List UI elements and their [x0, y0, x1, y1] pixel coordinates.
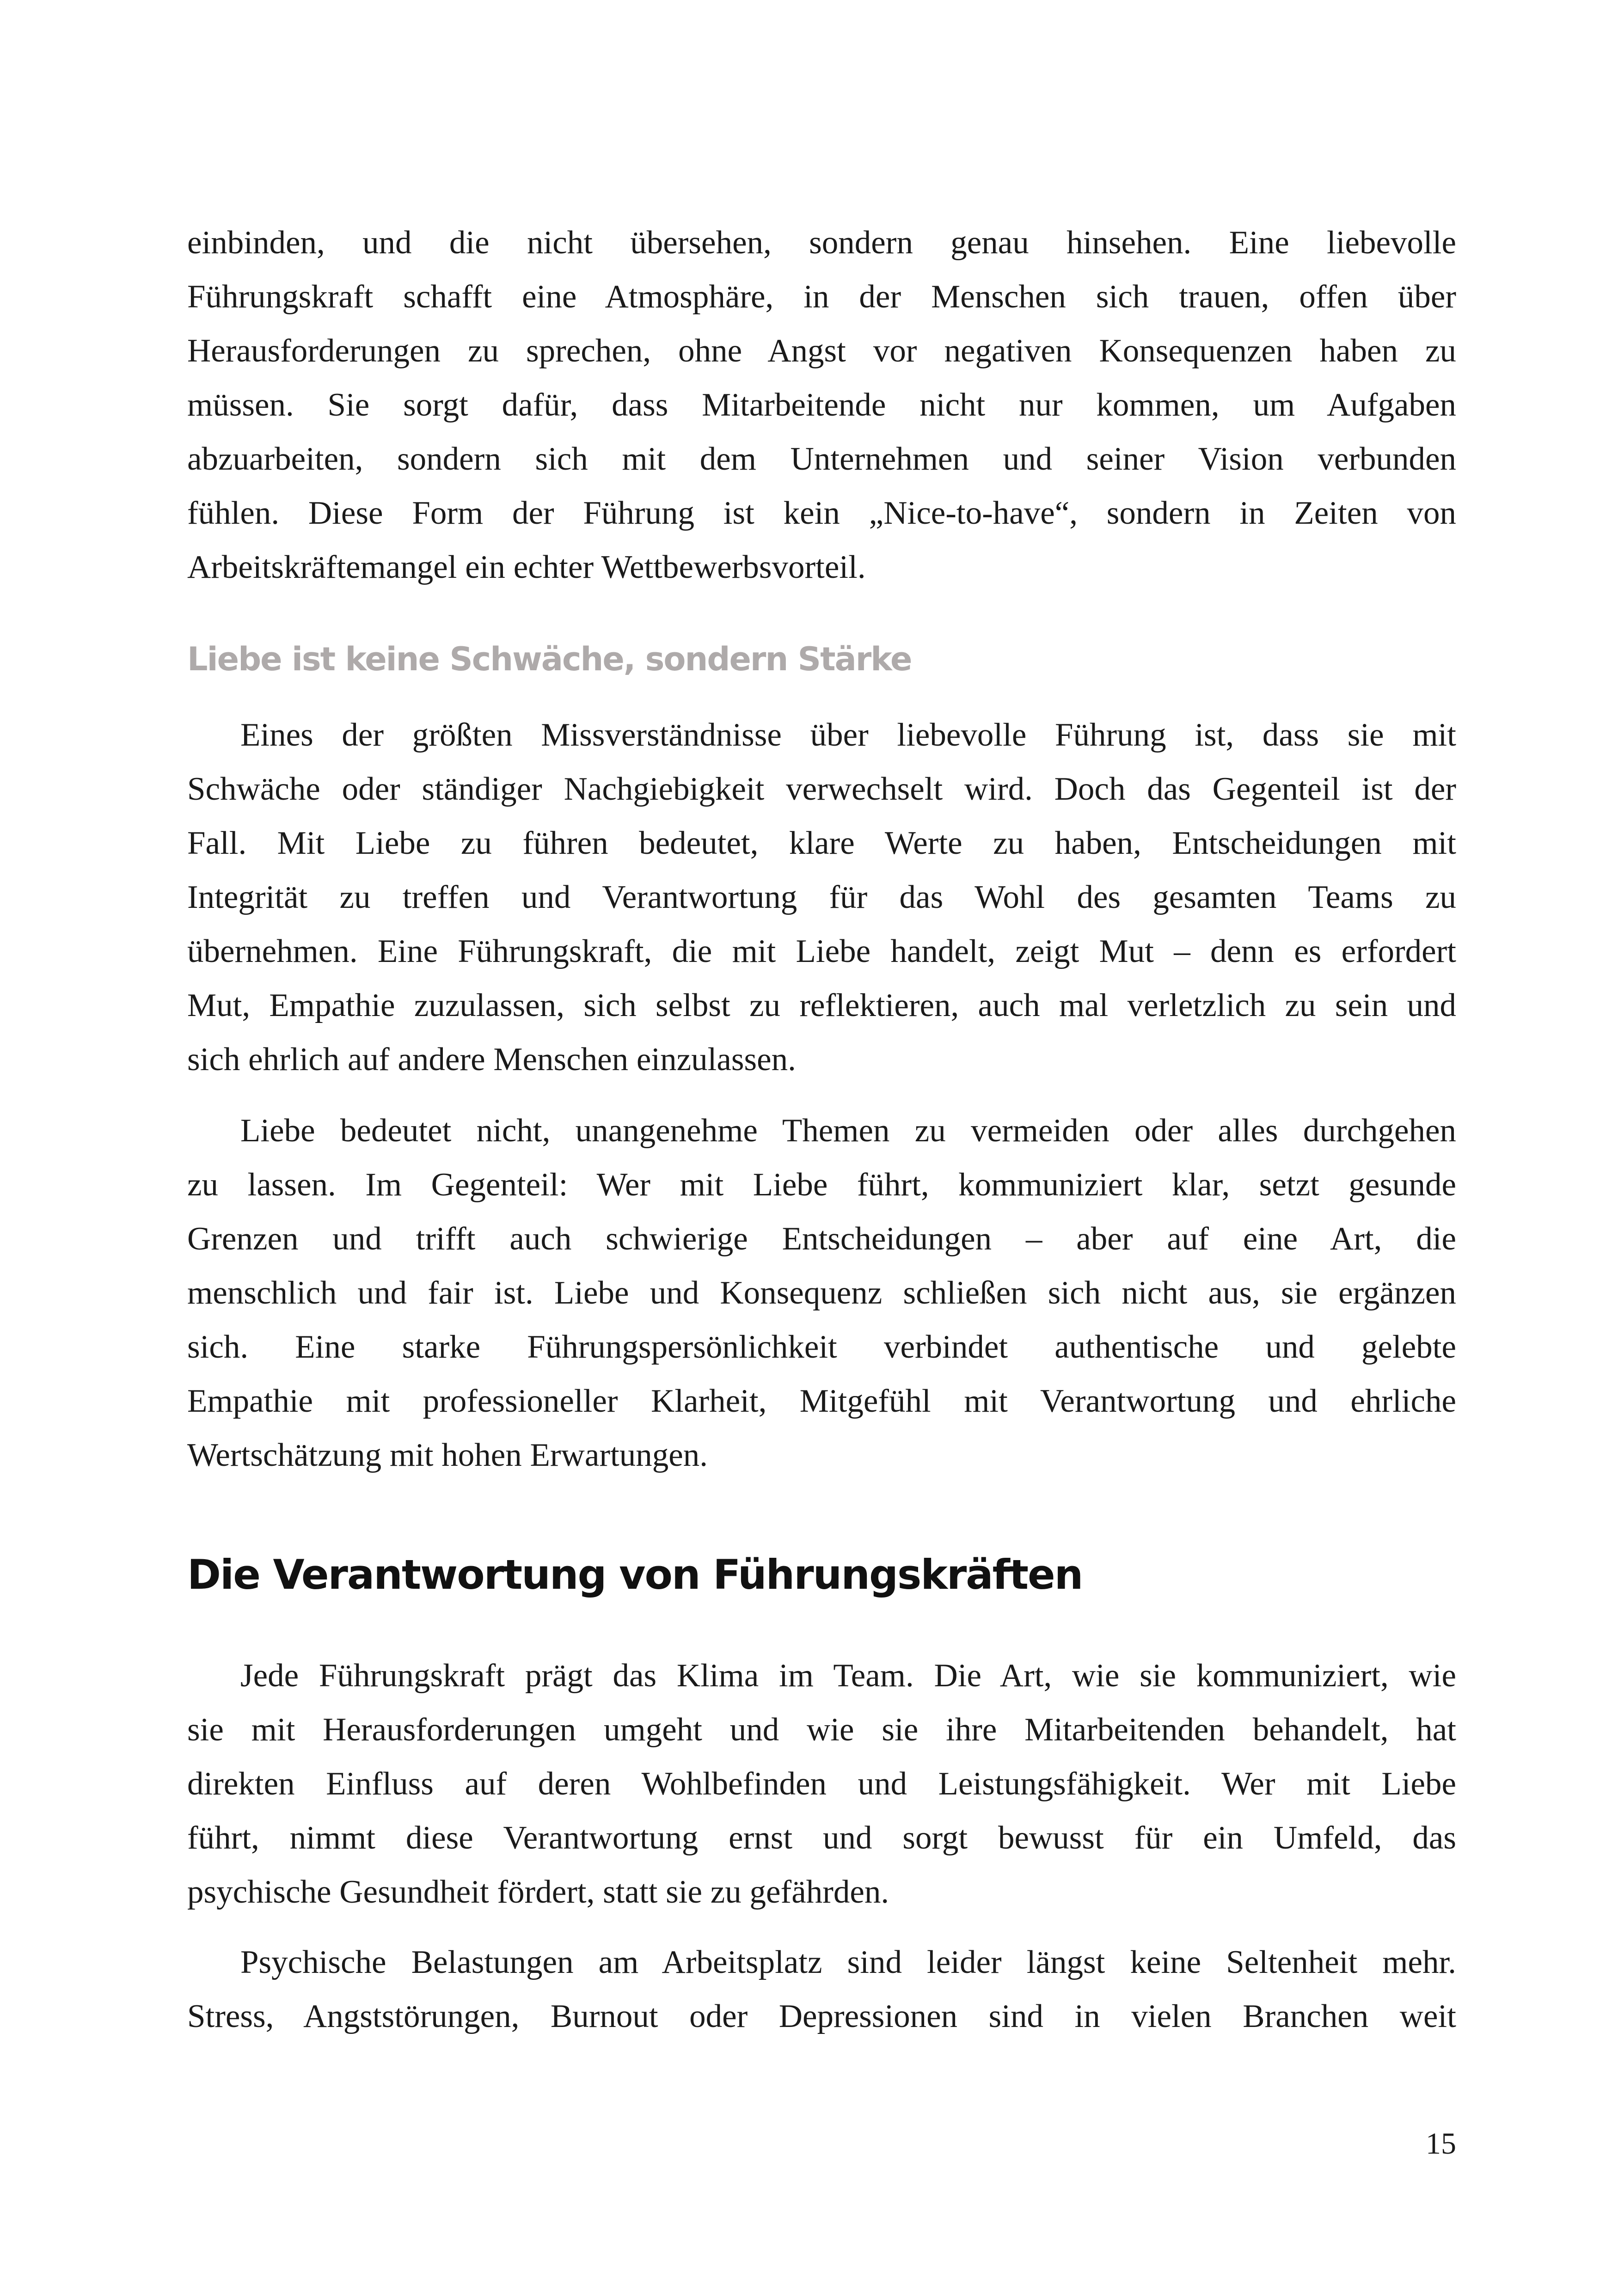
text-line: sie mit Herausforderungen umgeht und wie sie ihre Mitarbeitenden behandelt, hat	[187, 1712, 1456, 1748]
text-line: direkten Einfluss auf deren Wohlbefinden und Leistungsfähigkeit. Wer mit Liebe	[187, 1766, 1456, 1802]
text-line: Psychische Belastungen am Arbeitsplatz sind leider längst keine Seltenheit mehr.	[240, 1944, 1456, 1980]
text-line: Integrität zu treffen und Verantwortung für das Wohl des gesamten Teams zu	[187, 879, 1456, 915]
text-line: Wertschätzung mit hohen Erwartungen.	[187, 1437, 708, 1473]
text-line: Empathie mit professioneller Klarheit, Mitgefühl mit Verantwortung und ehrliche	[187, 1383, 1456, 1419]
text-line: Grenzen und trifft auch schwierige Entscheidungen – aber auf eine Art, die	[187, 1221, 1456, 1257]
text-line: Schwäche oder ständiger Nachgiebigkeit verwechselt wird. Doch das Gegenteil ist der	[187, 771, 1456, 807]
paragraph-4	[187, 1649, 1456, 1919]
paragraph-5	[187, 1935, 1456, 2044]
text-line: führt, nimmt diese Verantwortung ernst und sorgt bewusst für ein Umfeld, das	[187, 1820, 1456, 1856]
text-line: psychische Gesundheit fördert, statt sie zu gefährden.	[187, 1874, 889, 1910]
text-line: Stress, Angststörungen, Burnout oder Depressionen sind in vielen Branchen weit	[187, 1998, 1456, 2034]
paragraph-2	[187, 708, 1456, 1087]
text-line: fühlen. Diese Form der Führung ist kein „Nice-to-have“, sondern in Zeiten von	[187, 495, 1456, 531]
paragraph-1	[187, 216, 1456, 594]
text-line: abzuarbeiten, sondern sich mit dem Unternehmen und seiner Vision verbunden	[187, 441, 1456, 477]
text-line: Arbeitskräftemangel ein echter Wettbewerbsvorteil.	[187, 549, 866, 585]
paragraph-3	[187, 1104, 1456, 1482]
text-line: menschlich und fair ist. Liebe und Konsequenz schließen sich nicht aus, sie ergänzen	[187, 1275, 1456, 1311]
text-line: Herausforderungen zu sprechen, ohne Angst vor negativen Konsequenzen haben zu	[187, 333, 1456, 369]
text-line: zu lassen. Im Gegenteil: Wer mit Liebe führt, kommuniziert klar, setzt gesunde	[187, 1167, 1456, 1203]
text-line: Mut, Empathie zuzulassen, sich selbst zu reflektieren, auch mal verletzlich zu sein und	[187, 987, 1456, 1023]
subheading: Liebe ist keine Schwäche, sondern Stärke	[187, 640, 912, 678]
section-heading: Die Verantwortung von Führungskräften	[187, 1551, 1083, 1598]
text-line: Führungskraft schafft eine Atmosphäre, in der Menschen sich trauen, offen über	[187, 279, 1456, 315]
text-line: Fall. Mit Liebe zu führen bedeutet, klare Werte zu haben, Entscheidungen mit	[187, 825, 1456, 861]
text-line: Eines der größten Missverständnisse über liebevolle Führung ist, dass sie mit	[240, 717, 1456, 753]
text-line: Jede Führungskraft prägt das Klima im Team. Die Art, wie sie kommuniziert, wie	[240, 1658, 1456, 1694]
text-line: sich. Eine starke Führungspersönlichkeit verbindet authentische und gelebte	[187, 1329, 1456, 1365]
page-number: 15	[1426, 2127, 1456, 2161]
text-line: einbinden, und die nicht übersehen, sondern genau hinsehen. Eine liebevolle	[187, 225, 1456, 261]
text-line: übernehmen. Eine Führungskraft, die mit Liebe handelt, zeigt Mut – denn es erfordert	[187, 933, 1456, 969]
text-line: müssen. Sie sorgt dafür, dass Mitarbeitende nicht nur kommen, um Aufgaben	[187, 387, 1456, 423]
text-line: sich ehrlich auf andere Menschen einzulassen.	[187, 1041, 796, 1078]
text-line: Liebe bedeutet nicht, unangenehme Themen zu vermeiden oder alles durchgehen	[240, 1113, 1456, 1149]
